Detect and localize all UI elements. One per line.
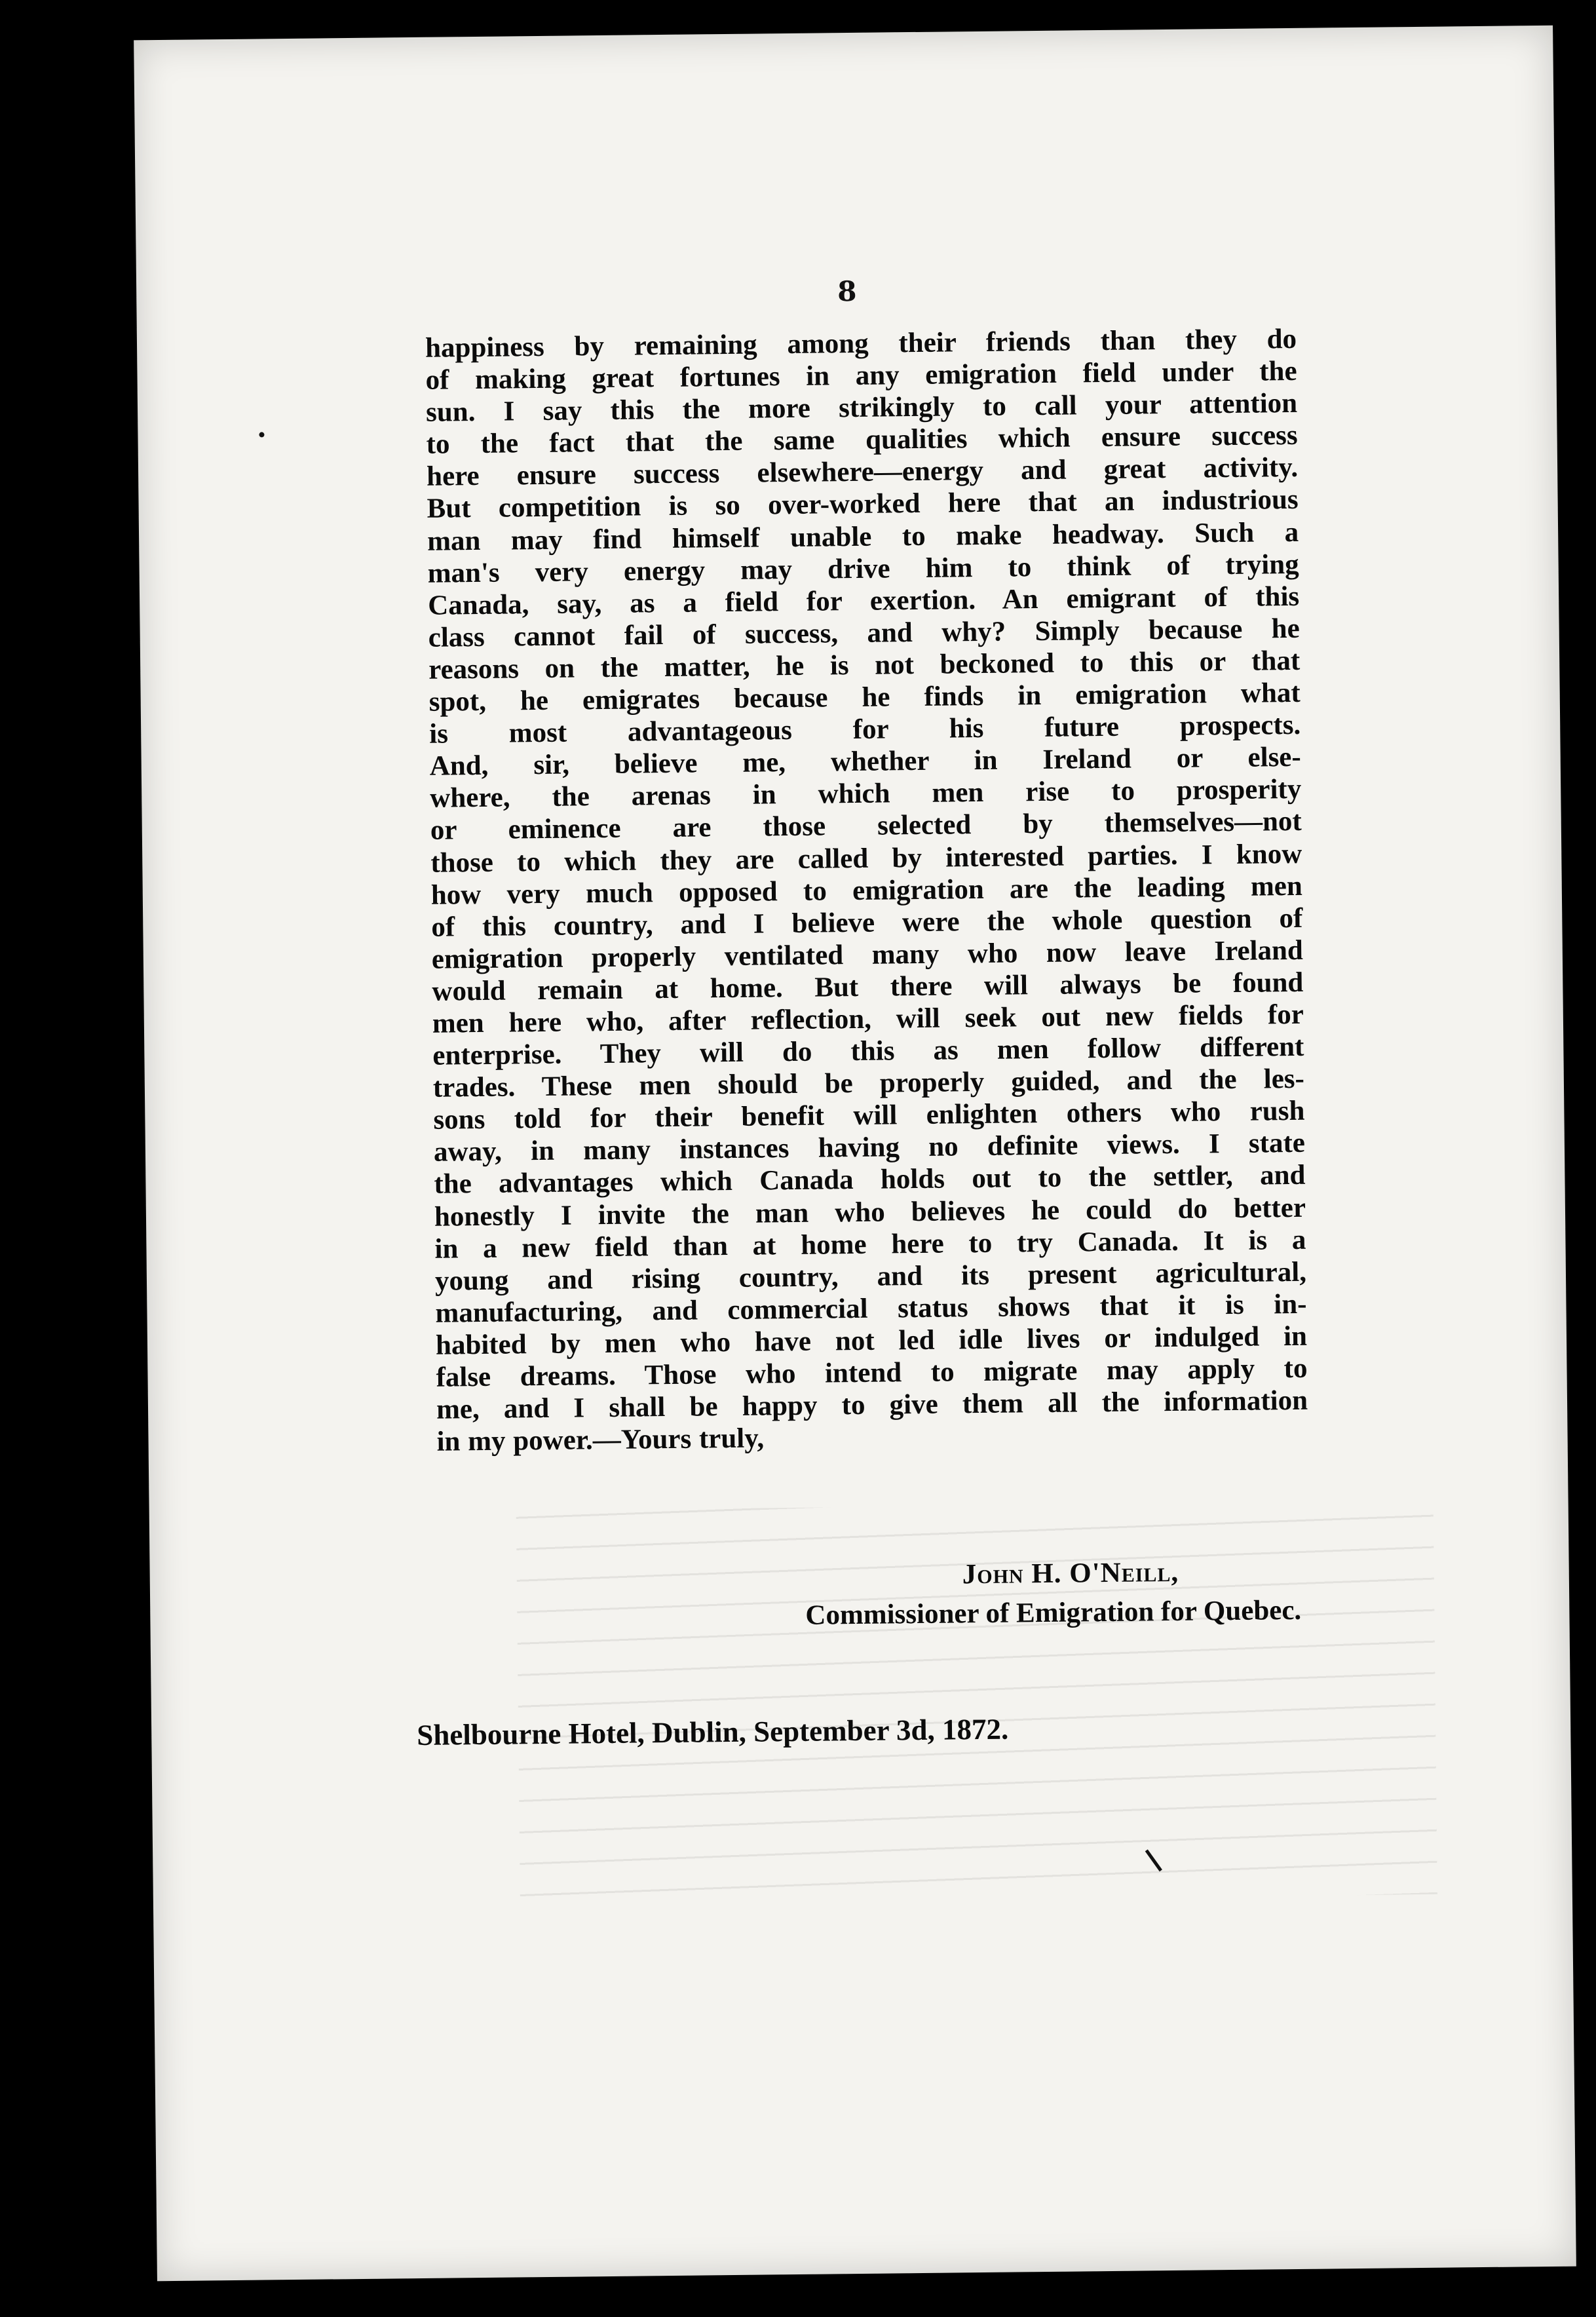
letter-line: false dreams. Those who intend to migrate may apply to xyxy=(436,1352,1308,1393)
letter-line: emigration properly ventilated many who now leave Ireland xyxy=(431,934,1304,975)
letter-line: enterprise. They will do this as men follow different xyxy=(432,1031,1304,1071)
signatory-title: Commissioner of Emigration for Quebec. xyxy=(805,1594,1302,1631)
letter-line: happiness by remaining among their friends than they do xyxy=(425,323,1297,364)
letter-line: habited by men who have not led idle lives or indulged in xyxy=(435,1320,1308,1361)
signature-block xyxy=(805,1552,1316,1636)
letter-line: or eminence are those selected by themselves—not xyxy=(430,806,1302,847)
letter-line: Canada, say, as a field for exertion. An emigrant of this xyxy=(427,581,1300,621)
letter-line: the advantages which Canada holds out to the settler, and xyxy=(434,1160,1306,1200)
letter-line: of making great fortunes in any emigration field under the xyxy=(425,355,1297,396)
letter-line: young and rising country, and its present agricultural, xyxy=(434,1256,1307,1297)
letter-body xyxy=(425,323,1308,1458)
letter-line: those to which they are called by interested parties. I know xyxy=(430,838,1302,879)
page-number: 8 xyxy=(837,275,857,308)
letter-line: class cannot fail of success, and why? Simply because he xyxy=(428,613,1300,653)
letter-line: how very much opposed to emigration are the leading men xyxy=(430,870,1303,911)
document-page xyxy=(134,26,1576,2281)
letter-line: here ensure success elsewhere—energy and great activity. xyxy=(426,452,1299,493)
letter-line: man may find himself unable to make headway. Such a xyxy=(427,516,1299,557)
letter-line: of this country, and I believe were the whole question of xyxy=(431,902,1303,943)
letter-line: to the fact that the same qualities which ensure success xyxy=(426,420,1298,461)
signatory-name: John H. O'Neill, xyxy=(962,1556,1179,1590)
letter-line: is most advantageous for his future prospects. xyxy=(429,709,1301,750)
letter-line: man's very energy may drive him to think of trying xyxy=(427,548,1299,589)
letter-closing-line: in my power.—Yours truly, xyxy=(436,1423,765,1457)
letter-line: sun. I say this the more strikingly to call your attention xyxy=(425,388,1298,428)
letter-line: spot, he emigrates because he finds in emigration what xyxy=(428,677,1301,718)
dateline: Shelbourne Hotel, Dublin, September 3d, 1872. xyxy=(417,1712,1009,1752)
letter-line: me, and I shall be happy to give them all the information xyxy=(436,1385,1308,1425)
letter-line: in a new field than at home here to try Canada. It is a xyxy=(434,1224,1306,1265)
letter-line: manufacturing, and commercial status shows that it is in- xyxy=(435,1288,1307,1329)
letter-line: And, sir, believe me, whether in Ireland or else- xyxy=(429,742,1301,782)
letter-line: trades. These men should be properly guided, and the les- xyxy=(432,1063,1305,1103)
letter-line: would remain at home. But there will always be found xyxy=(432,967,1304,1007)
letter-line: where, the arenas in which men rise to prosperity xyxy=(430,774,1302,814)
letter-line: But competition is so over-worked here that an industrious xyxy=(427,484,1299,525)
letter-line: away, in many instances having no definite views. I state xyxy=(433,1128,1306,1168)
letter-line: reasons on the matter, he is not beckoned to this or that xyxy=(428,645,1301,685)
letter-line: sons told for their benefit will enlighten others who rush xyxy=(433,1096,1305,1136)
letter-line: men here who, after reflection, will seek out new fields for xyxy=(432,999,1304,1039)
ink-speck xyxy=(259,432,264,437)
letter-line: honestly I invite the man who believes he could do better xyxy=(434,1192,1306,1233)
